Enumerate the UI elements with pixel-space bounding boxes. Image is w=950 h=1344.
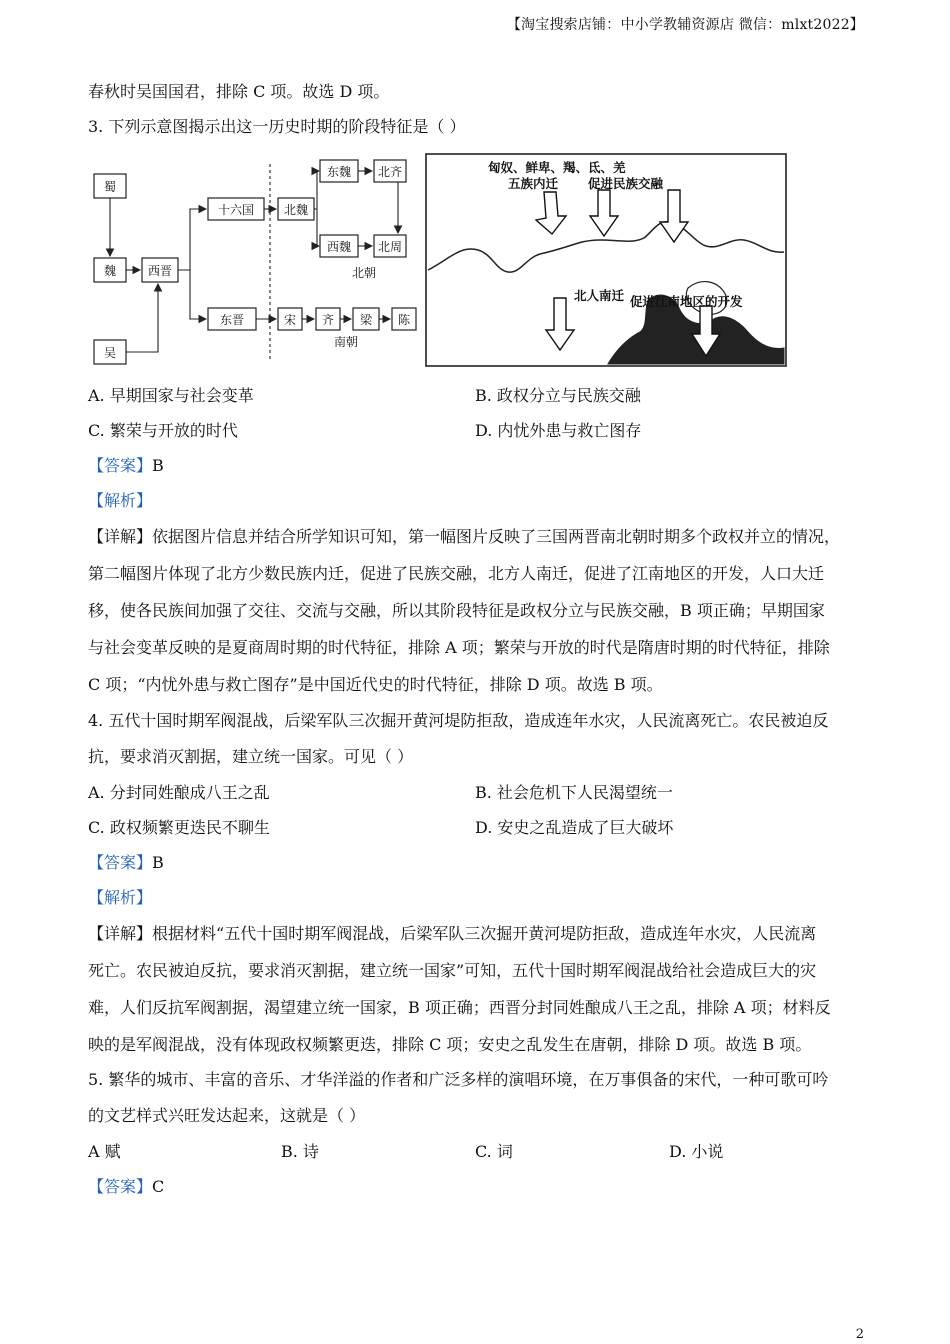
option-c[interactable]: C. 词	[475, 1142, 513, 1161]
question-3-stem: 3. 下列示意图揭示出这一历史时期的阶段特征是（ ）	[88, 117, 466, 136]
detail-paragraph	[88, 923, 816, 945]
detail-text: 移，使各民族间加强了交往、交流与交融，所以其阶段特征是政权分立与民族交融，B 项正确；早期国家	[88, 601, 825, 620]
map-label: 匈奴、鲜卑、羯、氐、羌	[488, 160, 626, 175]
answer-row	[88, 455, 164, 477]
analysis-label-text: 【解析】	[88, 491, 153, 510]
option-d[interactable]: D. 安史之乱造成了巨大破坏	[475, 818, 674, 837]
diagram-label: 东晋	[219, 313, 245, 327]
map-label: 促进江南地区的开发	[630, 294, 743, 309]
detail-text: 难，人们反抗军阀割据，渴望建立统一国家，B 项正确；西晋分封同姓酿成八王之乱，排除 A 项；材料反	[88, 998, 831, 1017]
question-4-stem: 4. 五代十国时期军阀混战，后梁军队三次掘开黄河堤防拒敌，造成连年水灾，人民流离死亡。农民被迫反	[88, 711, 829, 730]
page-number: 2	[855, 1327, 864, 1342]
option-b[interactable]: B. 诗	[281, 1142, 319, 1161]
detail-text: 死亡。农民被迫反抗，要求消灭割据，建立统一国家”可知，五代十国时期军阀混战给社会造成巨大的灾	[88, 961, 817, 980]
question-4-stem: 抗，要求消灭割据，建立统一国家。可见（ ）	[88, 747, 414, 766]
question-5-stem: 5. 繁华的城市、丰富的音乐、才华洋溢的作者和广泛多样的演唱环境，在万事俱备的宋代，一种可歌可吟	[88, 1070, 829, 1089]
option-a[interactable]: A. 早期国家与社会变革	[88, 386, 254, 405]
diagram-label: 齐	[321, 313, 335, 327]
diagram-label: 蜀	[103, 180, 117, 194]
option-b[interactable]: B. 社会危机下人民渴望统一	[475, 783, 673, 802]
option-d[interactable]: D. 内忧外患与救亡图存	[475, 421, 642, 440]
analysis-label	[88, 887, 152, 909]
page-header: 【淘宝搜索店铺：中小学教辅资源店 微信：mlxt2022】	[506, 17, 864, 33]
detail-text: 与社会变革反映的是夏商周时期的时代特征，排除 A 项；繁荣与开放的时代是隋唐时期的时代特征，排除	[88, 638, 830, 657]
answer-value: B	[152, 456, 164, 475]
answer-row	[88, 1176, 164, 1198]
map-label: 促进民族交融	[588, 176, 664, 191]
diagram-label: 陈	[397, 313, 411, 327]
diagram-label: 魏	[103, 264, 117, 278]
diagram-label: 南朝	[333, 335, 359, 349]
detail-text: C 项；“内忧外患与救亡图存”是中国近代史的时代特征，排除 D 项。故选 B 项。	[88, 675, 663, 694]
option-a[interactable]: A. 分封同姓酿成八王之乱	[88, 783, 270, 802]
diagram-label: 北朝	[351, 266, 377, 280]
answer-row	[88, 852, 164, 874]
option-c[interactable]: C. 繁荣与开放的时代	[88, 421, 238, 440]
answer-label: 【答案】	[88, 456, 153, 475]
option-b[interactable]: B. 政权分立与民族交融	[475, 386, 641, 405]
diagram-label: 北魏	[283, 203, 309, 217]
answer-value: B	[152, 853, 164, 872]
paragraph: 春秋时吴国国君，排除 C 项。故选 D 项。	[88, 82, 390, 101]
option-a[interactable]: A 赋	[88, 1142, 121, 1161]
diagram-label: 宋	[283, 313, 297, 327]
option-d[interactable]: D. 小说	[669, 1142, 724, 1161]
analysis-label	[88, 490, 152, 512]
map-label: 五族内迁	[508, 176, 559, 191]
detail-paragraph	[88, 526, 840, 548]
answer-value: C	[152, 1177, 165, 1196]
diagram-label: 东魏	[326, 165, 352, 179]
detail-label: 【详解】	[88, 527, 153, 546]
diagram-label: 西魏	[326, 240, 352, 254]
dynasty-diagram-and-map	[88, 150, 788, 370]
detail-text: 根据材料“五代十国时期军阀混战，后梁军队三次掘开黄河堤防拒敌，造成连年水灾，人民流离	[152, 924, 817, 943]
answer-label: 【答案】	[88, 1177, 153, 1196]
detail-text: 映的是军阀混战，没有体现政权频繁更迭，排除 C 项；安史之乱发生在唐朝，排除 D 项。故选 B 项。	[88, 1035, 812, 1054]
answer-label: 【答案】	[88, 853, 153, 872]
diagram-label: 吴	[103, 346, 117, 360]
detail-text: 第二幅图片体现了北方少数民族内迁，促进了民族交融，北方人南迁，促进了江南地区的开发，人口大迁	[88, 564, 825, 583]
diagram-label: 北齐	[377, 165, 403, 179]
diagram-label: 北周	[377, 240, 403, 254]
map-label: 北人南迁	[574, 288, 625, 303]
option-c[interactable]: C. 政权频繁更迭民不聊生	[88, 818, 270, 837]
detail-label: 【详解】	[88, 924, 153, 943]
question-5-stem: 的文艺样式兴旺发达起来，这就是（ ）	[88, 1106, 366, 1125]
diagram-label: 十六国	[217, 203, 255, 217]
analysis-label-text: 【解析】	[88, 888, 153, 907]
detail-text: 依据图片信息并结合所学知识可知，第一幅图片反映了三国两晋南北朝时期多个政权并立的情况，	[152, 527, 841, 546]
diagram-label: 梁	[359, 313, 373, 327]
question-3-figure	[88, 150, 788, 370]
diagram-label: 西晋	[147, 264, 173, 278]
